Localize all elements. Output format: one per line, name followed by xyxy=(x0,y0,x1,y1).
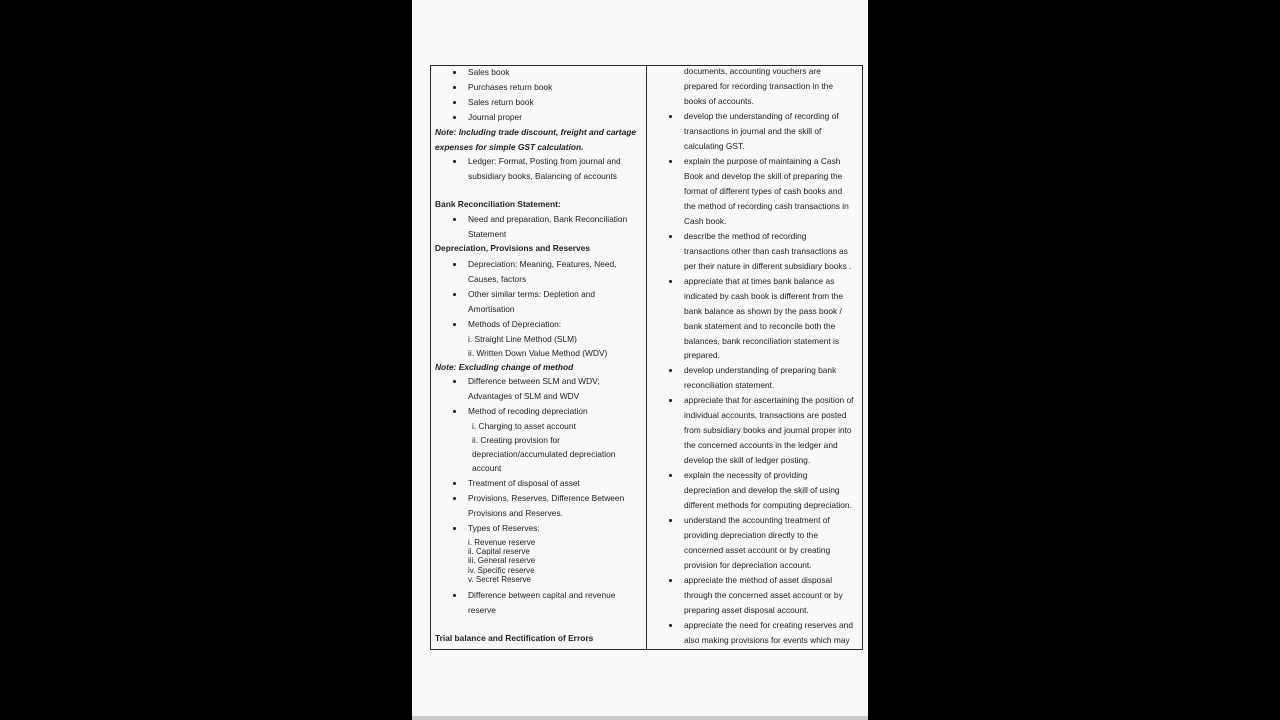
bullet-icon xyxy=(453,263,456,266)
list-item-text: ii. Creating provision for xyxy=(472,435,560,445)
bullet-icon xyxy=(669,579,672,582)
course-content-column xyxy=(431,66,647,649)
list-item-text: bank balance as shown by the pass book / xyxy=(684,306,842,316)
bullet-icon xyxy=(453,160,456,163)
list-item-text: iii. General reserve xyxy=(468,556,536,565)
list-item-text: describe the method of recording xyxy=(684,231,807,241)
list-item-text: the method of recording cash transactions in xyxy=(684,201,849,211)
list-item-text: appreciate that at times bank balance as xyxy=(684,276,835,286)
list-item-text: subsidiary books, Balancing of accounts xyxy=(468,171,617,181)
bullet-icon xyxy=(669,160,672,163)
list-item-text: appreciate the method of asset disposal xyxy=(684,575,833,585)
list-item-text: reserve xyxy=(468,605,496,615)
list-item-text: different methods for computing depreciation. xyxy=(684,500,852,510)
list-item-text: v. Secret Reserve xyxy=(468,575,531,584)
list-item-text: the concerned accounts in the ledger and xyxy=(684,440,838,450)
list-item-text: i. Charging to asset account xyxy=(472,421,576,431)
list-item-text: Journal proper xyxy=(468,112,523,122)
list-item-text: Difference between capital and revenue xyxy=(468,590,616,600)
note-text: expenses for simple GST calculation. xyxy=(435,142,584,152)
list-item-text: calculating GST. xyxy=(684,141,745,151)
page-bottom-edge xyxy=(412,716,868,720)
bullet-icon xyxy=(453,497,456,500)
list-item-text: develop the understanding of recording of xyxy=(684,111,839,121)
list-item-text: appreciate the need for creating reserves and xyxy=(684,620,854,630)
list-item-text: Method of recoding depreciation xyxy=(468,406,588,416)
list-item-text: Causes, factors xyxy=(468,274,527,284)
list-item-text: Types of Reserves: xyxy=(468,523,540,533)
list-item-text: i. Straight Line Method (SLM) xyxy=(468,334,577,344)
list-item-text: Ledger: Format, Posting from journal and xyxy=(468,156,621,166)
list-item-text: from subsidiary books and journal proper into xyxy=(684,425,852,435)
bullet-icon xyxy=(453,482,456,485)
bullet-icon xyxy=(453,323,456,326)
list-item-text: format of different types of cash books and xyxy=(684,186,843,196)
list-item-text: account xyxy=(472,463,502,473)
list-item-text: explain the purpose of maintaining a Cash xyxy=(684,156,841,166)
bullet-icon xyxy=(453,594,456,597)
list-item-text: Provisions and Reserves. xyxy=(468,508,563,518)
list-item-text: provision for depreciation account. xyxy=(684,560,812,570)
bullet-icon xyxy=(453,218,456,221)
list-item-text: prepared for recording transaction in the xyxy=(684,81,833,91)
list-item-text: also making provisions for events which may xyxy=(684,635,850,645)
bullet-icon xyxy=(669,399,672,402)
list-item-text: Advantages of SLM and WDV xyxy=(468,391,580,401)
list-item-text: Purchases return book xyxy=(468,82,553,92)
list-item-text: ii. Written Down Value Method (WDV) xyxy=(468,348,608,358)
note-text: Note: Including trade discount, freight and cartage xyxy=(435,127,637,137)
list-item-text: Other similar terms: Depletion and xyxy=(468,289,596,299)
bullet-icon xyxy=(669,369,672,372)
bullet-icon xyxy=(453,86,456,89)
bullet-icon xyxy=(669,474,672,477)
syllabus-table xyxy=(430,65,863,650)
list-item-text: Cash book. xyxy=(684,216,727,226)
list-item-text: Difference between SLM and WDV; xyxy=(468,376,600,386)
list-item-text: Sales book xyxy=(468,67,510,77)
list-item-text: Treatment of disposal of asset xyxy=(468,478,580,488)
bullet-icon xyxy=(453,116,456,119)
bullet-icon xyxy=(669,519,672,522)
list-item-text: iv. Specific reserve xyxy=(468,566,535,575)
bullet-icon xyxy=(453,527,456,530)
bullet-icon xyxy=(453,410,456,413)
list-item-text: preparing asset disposal account. xyxy=(684,605,809,615)
list-item-text: Sales return book xyxy=(468,97,534,107)
list-item-text: providing depreciation directly to the xyxy=(684,530,819,540)
list-item-text: understand the accounting treatment of xyxy=(684,515,830,525)
list-item-text: ii. Capital reserve xyxy=(468,547,530,556)
note-text: Note: Excluding change of method xyxy=(435,362,574,372)
list-item-text: Need and preparation, Bank Reconciliation xyxy=(468,214,628,224)
section-heading: Bank Reconciliation Statement: xyxy=(435,199,561,209)
list-item-text: Depreciation: Meaning, Features, Need, xyxy=(468,259,617,269)
list-item-text: per their nature in different subsidiary books . xyxy=(684,261,852,271)
list-item-text: bank statement and to reconcile both the xyxy=(684,321,836,331)
list-item-text: Book and develop the skill of preparing the xyxy=(684,171,843,181)
list-item-text: indicated by cash book is different from the xyxy=(684,291,844,301)
bullet-icon xyxy=(669,235,672,238)
list-item-text: Statement xyxy=(468,229,507,239)
bullet-icon xyxy=(669,624,672,627)
list-item-text: concerned asset account or by creating xyxy=(684,545,831,555)
list-item-text: books of accounts. xyxy=(684,96,754,106)
bullet-icon xyxy=(453,293,456,296)
list-item-text: i. Revenue reserve xyxy=(468,538,536,547)
list-item-text: reconciliation statement. xyxy=(684,380,775,390)
list-item-text: Amortisation xyxy=(468,304,515,314)
learning-outcomes-column xyxy=(647,66,862,649)
bullet-icon xyxy=(453,380,456,383)
section-heading: Depreciation, Provisions and Reserves xyxy=(435,243,590,253)
list-item-text: appreciate that for ascertaining the position of xyxy=(684,395,854,405)
list-item-text: explain the necessity of providing xyxy=(684,470,808,480)
list-item-text: Methods of Depreciation: xyxy=(468,319,562,329)
list-item-text: transactions other than cash transactions as xyxy=(684,246,848,256)
list-item-text: Provisions, Reserves, Difference Between xyxy=(468,493,625,503)
list-item-text: depreciation and develop the skill of using xyxy=(684,485,840,495)
list-item-text: prepared. xyxy=(684,350,720,360)
section-heading: Trial balance and Rectification of Errors xyxy=(435,633,594,643)
bullet-icon xyxy=(453,71,456,74)
bullet-icon xyxy=(453,101,456,104)
list-item-text: documents, accounting vouchers are xyxy=(684,66,821,76)
list-item-text: balances, bank reconciliation statement is xyxy=(684,336,840,346)
list-item-text: depreciation/accumulated depreciation xyxy=(472,449,616,459)
list-item-text: transactions in journal and the skill of xyxy=(684,126,822,136)
bullet-icon xyxy=(669,280,672,283)
list-item-text: develop the skill of ledger posting. xyxy=(684,455,811,465)
list-item-text: individual accounts, transactions are posted xyxy=(684,410,847,420)
document-page xyxy=(412,0,868,716)
list-item-text: through the concerned asset account or by xyxy=(684,590,843,600)
list-item-text: develop understanding of preparing bank xyxy=(684,365,837,375)
bullet-icon xyxy=(669,115,672,118)
